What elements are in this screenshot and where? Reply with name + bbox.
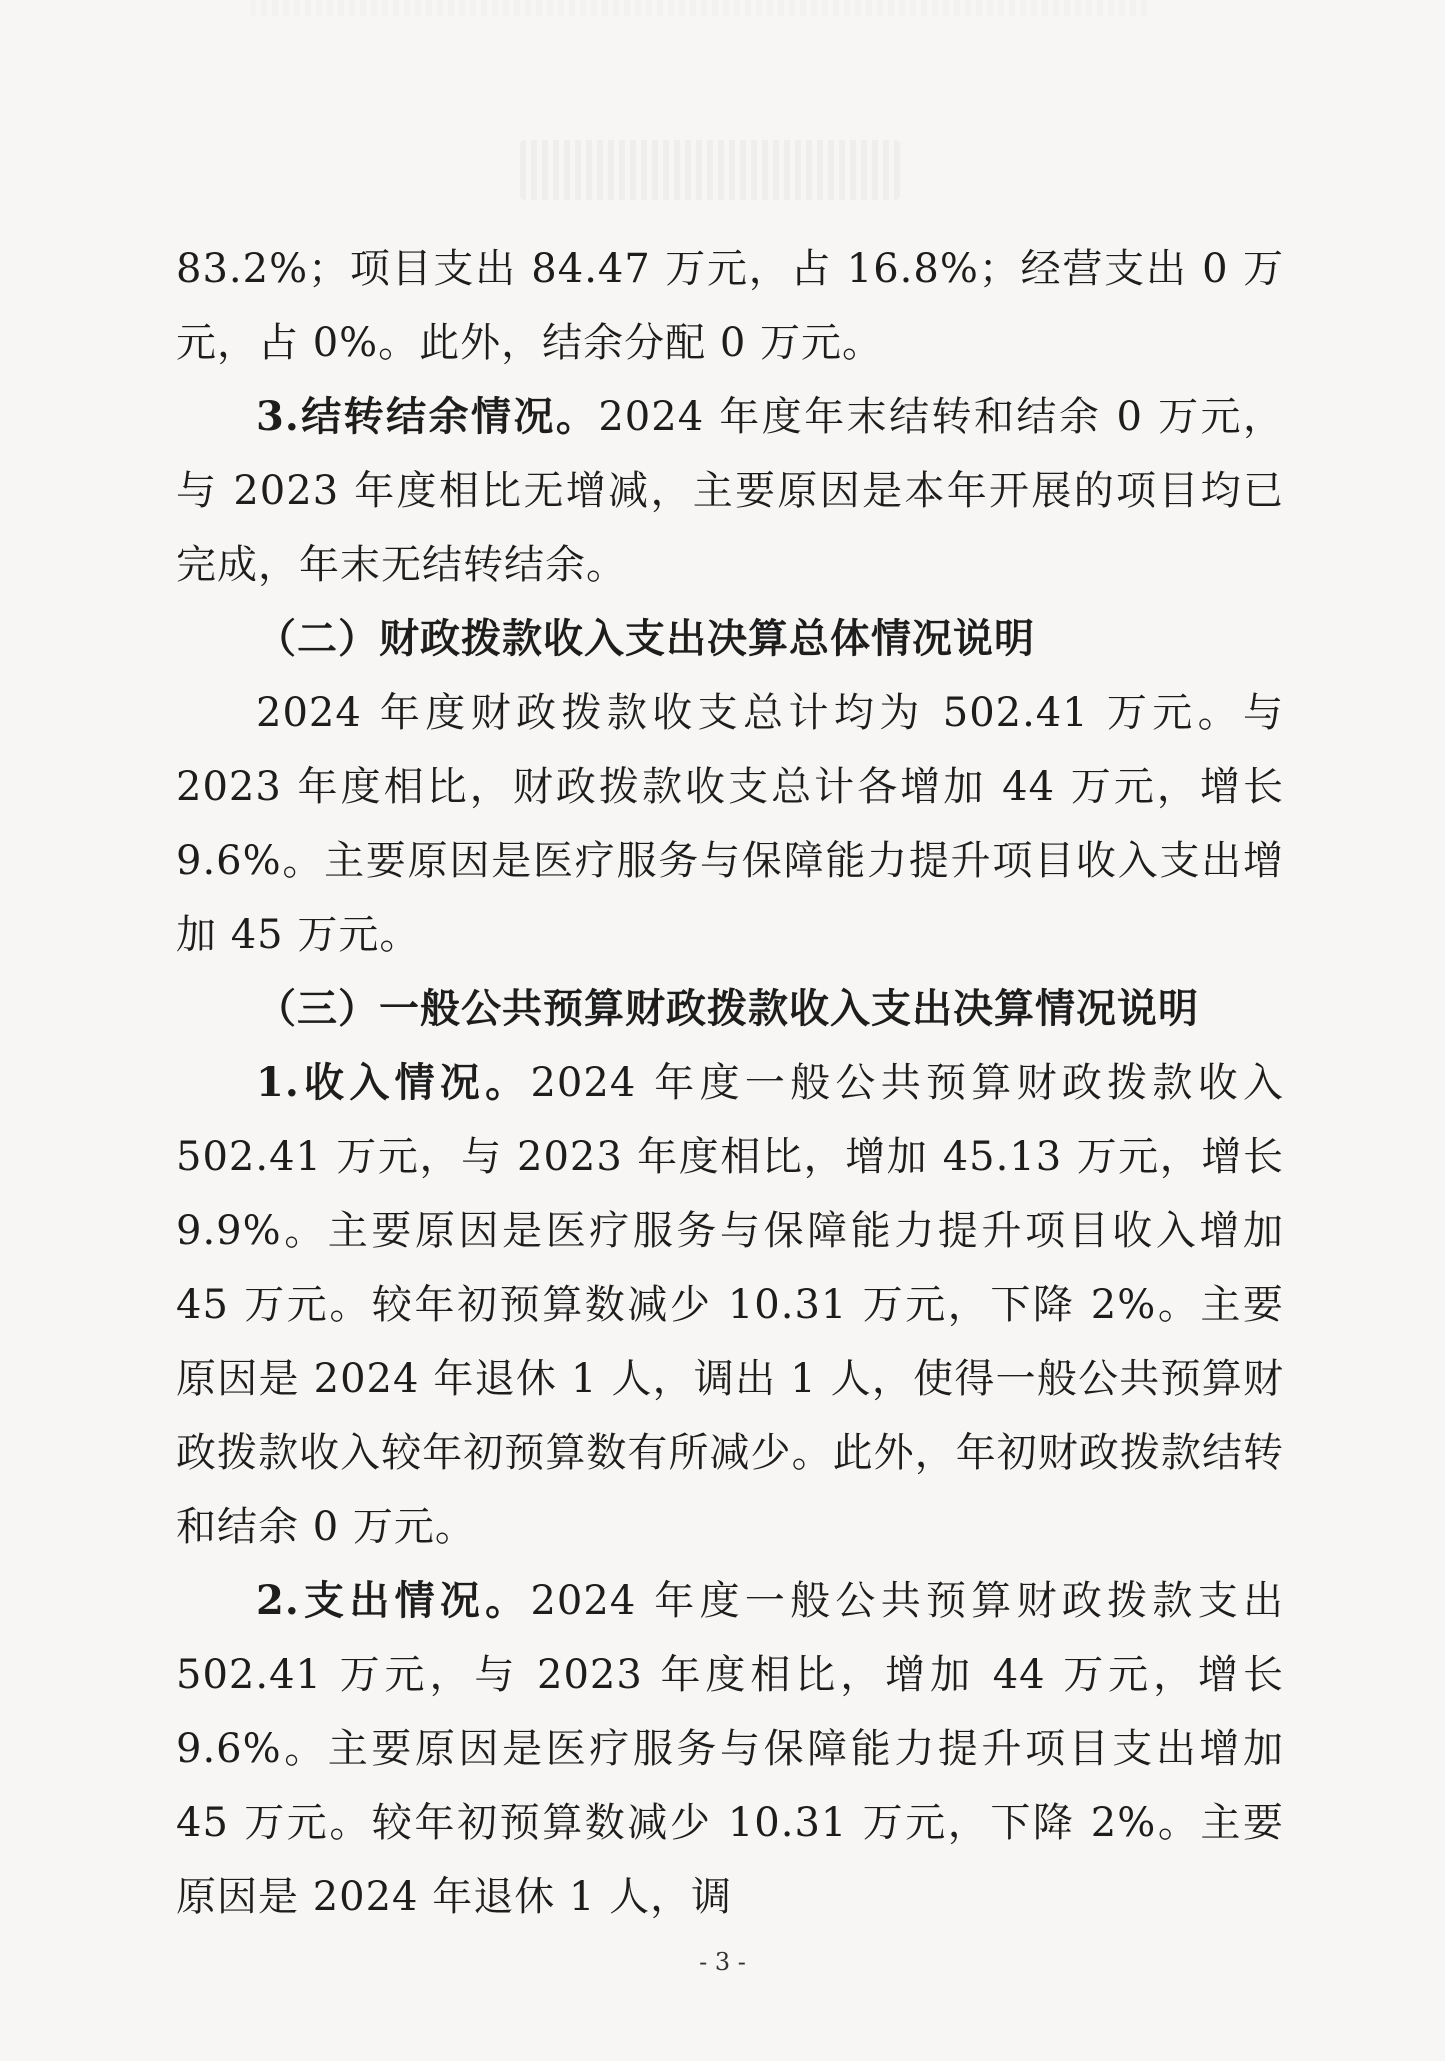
paragraph-lead: 1.收入情况。 (256, 1059, 531, 1106)
paragraph-expenditure (176, 1564, 1284, 1934)
section-heading-2: （二）财政拨款收入支出决算总体情况说明 (256, 615, 1035, 662)
paragraph-carryover (176, 380, 1284, 602)
page-number: - 3 - (699, 1948, 746, 1976)
paragraph-text: 2024 年度年末结转和结余 0 万元，与 2023 年度相比无增减，主要原因是本年开展的项目均已完成，年末无结转结余。 (176, 394, 1284, 588)
paragraph-expense-continuation: 83.2%；项目支出 84.47 万元，占 16.8%；经营支出 0 万元，占 0%。此外，结余分配 0 万元。 (176, 246, 1284, 366)
document-body (176, 232, 1284, 1934)
paragraph-lead: 3.结转结余情况。 (256, 393, 599, 440)
paragraph-income (176, 1046, 1284, 1564)
stamp-bleed-through (520, 140, 900, 200)
section-heading-3: （三）一般公共预算财政拨款收入支出决算情况说明 (256, 985, 1199, 1032)
paragraph-fiscal-total: 2024 年度财政拨款收支总计均为 502.41 万元。与 2023 年度相比，财政拨款收支总计各增加 44 万元，增长 9.6%。主要原因是医疗服务与保障能力提升项目收入支出增加 45 万元。 (176, 690, 1284, 958)
paragraph-text: 2024 年度一般公共预算财政拨款收入 502.41 万元，与 2023 年度相比，增加 45.13 万元，增长 9.9%。主要原因是医疗服务与保障能力提升项目收入增加 45 万元。较年初预算数减少 10.31 万元，下降 2%。主要原因是 2024 年退休 1 人，调出 1 人，使得一般公共预算财政拨款收入较年初预算数有所减少。此外，年初财政拨款结转和结余 0 万元。 (176, 1060, 1284, 1550)
bleed-through-mark (250, 0, 1150, 16)
paragraph-text: 2024 年度一般公共预算财政拨款支出 502.41 万元，与 2023 年度相比，增加 44 万元，增长 9.6%。主要原因是医疗服务与保障能力提升项目支出增加 45 万元。较年初预算数减少 10.31 万元，下降 2%。主要原因是 2024 年退休 1 人，调 (176, 1578, 1284, 1920)
paragraph-lead: 2.支出情况。 (256, 1577, 531, 1624)
